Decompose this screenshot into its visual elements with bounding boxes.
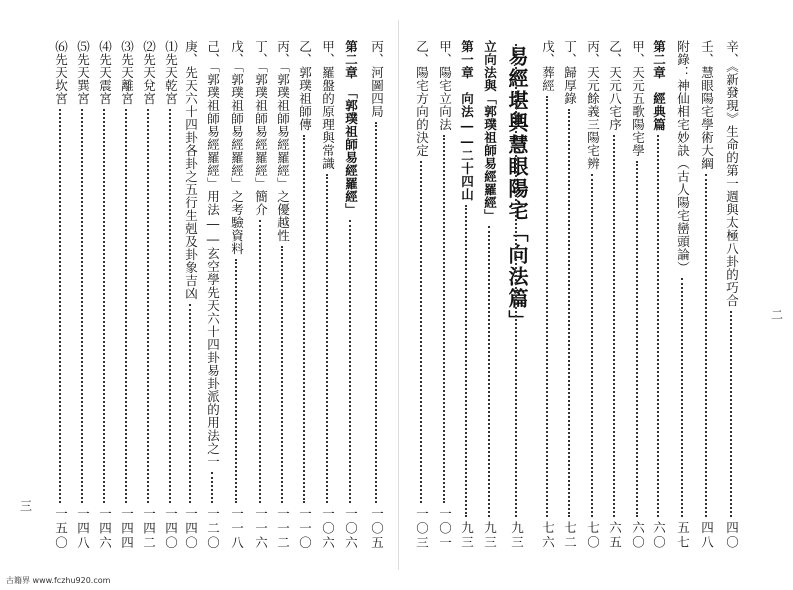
toc-entry xyxy=(563,40,576,550)
toc-entry xyxy=(700,40,713,550)
toc-entry-title: ⑶先天離宮 xyxy=(119,40,135,105)
toc-entry xyxy=(54,40,67,550)
toc-entry xyxy=(142,40,155,550)
toc-entry-title: 丙、河圖四局 xyxy=(369,40,385,118)
toc-entry xyxy=(510,40,523,550)
toc-leader-dots xyxy=(443,135,446,503)
toc-leader-dots xyxy=(568,109,571,517)
toc-entry-page: 一一八 xyxy=(229,506,245,550)
toc-entry xyxy=(321,40,334,550)
toc-entry-page: 六五 xyxy=(607,521,623,550)
toc-entry-title: 庚、先天六十四卦各卦之五行生剋及卦象吉凶 xyxy=(183,40,199,300)
toc-leader-dots xyxy=(488,226,491,517)
toc-entry-page: 一四〇 xyxy=(183,506,199,550)
toc-leader-dots xyxy=(546,96,549,517)
toc-entry xyxy=(76,40,89,550)
toc-leader-dots xyxy=(147,109,150,503)
toc-entry-title: 乙、陽宅方向的決定 xyxy=(414,40,430,157)
toc-leader-dots xyxy=(375,122,378,503)
toc-entry xyxy=(586,40,599,550)
toc-entry-title: 第一章 向法――二十四山 xyxy=(459,40,475,201)
toc-entry-page: 九三 xyxy=(509,521,525,550)
toc-entry-title: 第二章 經典篇 xyxy=(651,40,667,131)
toc-entry-page: 一〇一 xyxy=(437,506,453,550)
toc-entry-page: 一二〇 xyxy=(205,506,221,550)
toc-leader-dots xyxy=(125,109,128,503)
toc-leader-dots xyxy=(259,220,262,503)
toc-entry xyxy=(184,40,197,550)
toc-entry-page: 一一〇 xyxy=(297,506,313,550)
toc-entry xyxy=(98,40,111,550)
toc-entry-title: 第二章 「郭璞祖師易經羅經」 xyxy=(343,40,359,216)
toc-leader-dots xyxy=(636,161,639,517)
toc-entry-page: 六〇 xyxy=(630,521,646,550)
toc-entry-title: 壬、慧眼陽宅學術大綱 xyxy=(699,40,715,170)
toc-entry xyxy=(276,40,289,550)
toc-leader-dots xyxy=(591,174,594,517)
toc-entry-page: 七〇 xyxy=(585,521,601,550)
toc-entry-page: 一五〇 xyxy=(53,506,69,550)
toc-entry xyxy=(120,40,133,550)
toc-entry-page: 一四〇 xyxy=(163,506,179,550)
toc-entry-page: 一一二 xyxy=(275,506,291,550)
toc-leader-dots xyxy=(81,109,84,503)
toc-entry-page: 一〇三 xyxy=(414,506,430,550)
toc-entry xyxy=(230,40,243,550)
toc-entry-page: 九三 xyxy=(482,521,498,550)
toc-leader-dots xyxy=(281,246,284,503)
left-page-number: 三 xyxy=(20,499,33,513)
toc-entry xyxy=(652,40,665,550)
toc-entry-title: ⑷先天震宮 xyxy=(97,40,113,105)
toc-entry-page: 九三 xyxy=(459,521,475,550)
toc-entry-title: 乙、郭璞祖師傳 xyxy=(297,40,313,131)
toc-entry-title: ⑹先天坎宮 xyxy=(53,40,69,105)
toc-entry-title: 辛、《新發現》生命的第一週與太極八卦的巧合 xyxy=(724,40,740,307)
right-page-number: 二 xyxy=(771,308,784,322)
toc-leader-dots xyxy=(59,109,62,503)
toc-entry xyxy=(370,40,383,550)
toc-entry-page: 一〇六 xyxy=(320,506,336,550)
toc-entry-page: 一四八 xyxy=(75,506,91,550)
toc-entry xyxy=(344,40,357,550)
toc-leader-dots xyxy=(420,161,423,503)
toc-leader-dots xyxy=(189,304,192,503)
page-fold xyxy=(398,20,399,570)
toc-entry-title: 附錄：神仙相宅妙訣（古人陽宅巒頭論） xyxy=(675,40,691,274)
section-title: 易經堪輿慧眼陽宅「向法篇」 xyxy=(505,46,529,332)
toc-entry-page: 一〇五 xyxy=(369,506,385,550)
toc-entry-title: 己、「郭璞祖師易經羅經」用法――玄空學先天六十四卦易卦派的用法之一 xyxy=(205,40,221,468)
toc-entry xyxy=(298,40,311,550)
toc-entry-page: 一四四 xyxy=(119,506,135,550)
toc-leader-dots xyxy=(465,205,468,517)
toc-leader-dots xyxy=(613,135,616,517)
toc-entry xyxy=(438,40,451,550)
toc-entry-page: 一四二 xyxy=(141,506,157,550)
toc-leader-dots xyxy=(657,135,660,517)
toc-entry-page: 四八 xyxy=(699,521,715,550)
toc-entry xyxy=(631,40,644,550)
toc-leader-dots xyxy=(705,174,708,517)
toc-entry-title: 甲、陽宅立向法 xyxy=(437,40,453,131)
toc-entry-page: 七二 xyxy=(562,521,578,550)
toc-entry xyxy=(676,40,689,550)
toc-entry-title: 丙、「郭璞祖師易經羅經」之優越性 xyxy=(275,40,291,242)
toc-entry-title: 戊、葬經 xyxy=(540,40,556,92)
toc-entry-title: ⑴先天乾宮 xyxy=(163,40,179,105)
toc-leader-dots xyxy=(730,311,733,517)
toc-entry-page: 六〇 xyxy=(651,521,667,550)
toc-entry xyxy=(206,40,219,550)
toc-entry-page: 一一六 xyxy=(253,506,269,550)
toc-entry-title: 甲、天元五歌陽宅學 xyxy=(630,40,646,157)
toc-leader-dots xyxy=(515,44,518,517)
toc-entry-title: ⑵先天兌宮 xyxy=(141,40,157,105)
toc-entry-page: 七六 xyxy=(540,521,556,550)
toc-entry-title: 戊、「郭璞祖師易經羅經」之考驗資料 xyxy=(229,40,245,255)
toc-entry-title: 立向法與「郭璞祖師易經羅經」 xyxy=(482,40,498,222)
toc-leader-dots xyxy=(326,174,329,503)
toc-entry xyxy=(460,40,473,550)
footer-watermark: 古籍界 www.fczhu920.com xyxy=(6,576,111,585)
toc-entry xyxy=(415,40,428,550)
toc-entry-page: 四〇 xyxy=(724,521,740,550)
toc-entry-title: 乙、天元八宅序 xyxy=(607,40,623,131)
toc-entry xyxy=(483,40,496,550)
toc-leader-dots xyxy=(349,220,352,503)
toc-leader-dots xyxy=(681,278,684,517)
toc-entry-page: 五七 xyxy=(675,521,691,550)
toc-leader-dots xyxy=(169,109,172,503)
toc-entry xyxy=(725,40,738,550)
toc-entry-page: 一〇六 xyxy=(343,506,359,550)
toc-entry xyxy=(541,40,554,550)
toc-leader-dots xyxy=(211,472,214,503)
toc-entry-title: 丁、歸厚錄 xyxy=(562,40,578,105)
toc-entry-page: 一四六 xyxy=(97,506,113,550)
toc-entry xyxy=(608,40,621,550)
toc-leader-dots xyxy=(103,109,106,503)
toc-entry-title: 丁、「郭璞祖師易經羅經」簡介 xyxy=(253,40,269,216)
toc-leader-dots xyxy=(303,135,306,503)
toc-leader-dots xyxy=(235,259,238,503)
toc-entry xyxy=(254,40,267,550)
toc-entry-title: 甲、羅盤的原理與常識 xyxy=(320,40,336,170)
toc-entry-title: ⑸先天巽宮 xyxy=(75,40,91,105)
toc-entry-title: 丙、天元餘義三陽宅辨 xyxy=(585,40,601,170)
toc-entry xyxy=(164,40,177,550)
